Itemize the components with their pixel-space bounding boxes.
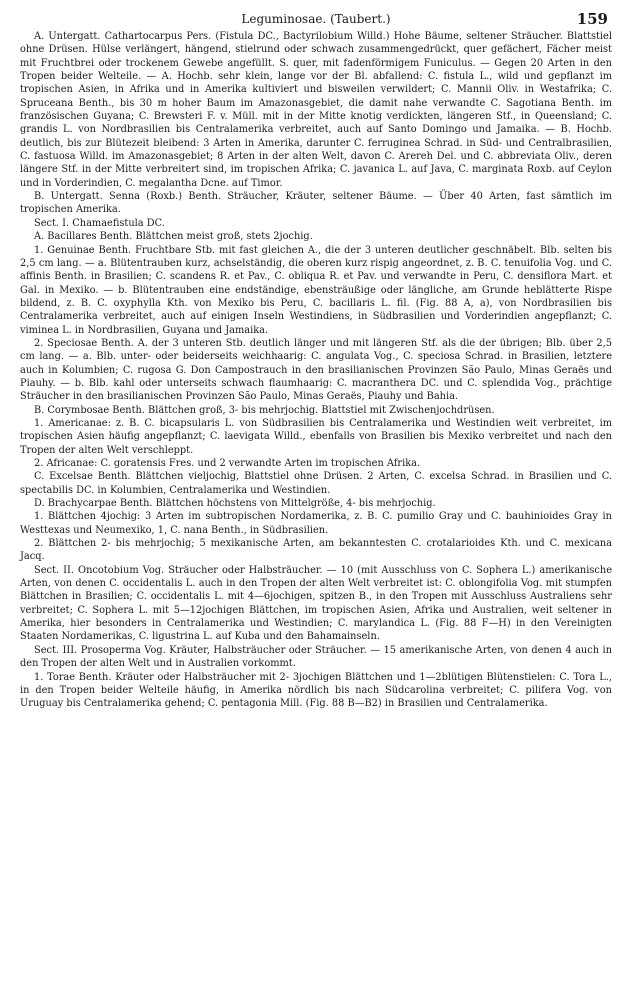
paragraph-corymbosae: B. Corymbosae Benth. Blättchen groß, 3- bis mehrjochig. Blattstiel mit Zwischenjochdrüsen. <box>34 404 495 416</box>
paragraph-oncotobium: Sect. II. Oncotobium Vog. Sträucher oder Halbsträucher. — 10 (mit Ausschluss von C. Sophera L.) amerikanische Arten, von denen C. occidentalis L. auch in den Tropen der alten Welt verbreitet ist: C. oblongifolia Vog. mit stumpfen Blättchen in Brasilien; C. occidentalis L. mit 4—6jochigen, spitzen B., in den Tropen mit Ausschluss Australiens sehr verbreitet; C. Sophera L. mit 5—12jochigen Blättchen, im tropischen Asien, Afrika und Australien, weit seltener in Amerika, hier besonders in Centralamerika und Westindien; C. marylandica L. (Fig. 88 F—H) in den Vereinigten Staaten Nordamerikas, C. ligustrina L. auf Kuba und den Bahamainseln. <box>20 564 612 643</box>
paragraph-senna: B. Untergatt. Senna (Roxb.) Benth. Sträucher, Kräuter, seltener Bäume. — Über 40 Arten, fast sämtlich im tropischen Amerika. <box>20 191 612 216</box>
page-header <box>20 8 612 30</box>
section-heading-chamaefistula: Sect. I. Chamaefistula DC. <box>34 217 165 229</box>
paragraph-excelsae: C. Excelsae Benth. Blättchen vieljochig, Blattstiel ohne Drüsen. 2 Arten, C. excelsa Schrad. in Brasilien und C. spectabilis DC. in Kolumbien, Centralamerika und Westindien. <box>20 471 612 496</box>
paragraph-africanae: 2. Africanae: C. goratensis Fres. und 2 verwandte Arten im tropischen Afrika. <box>34 458 421 469</box>
paragraph-speciosae: 2. Speciosae Benth. A. der 3 unteren Stb. deutlich länger und mit längeren Stf. als die der übrigen; Blb. über 2,5 cm lang. — a. Blb. unter- oder beiderseits weichhaarig: C. angulata Vog., C. speciosa Schrad. in Brasilien, letztere auch in Kolumbien; C. rugosa G. Don Campostrauch in den brasilianischen Provinzen São Paulo, Minas Geraës und Piauhy. — b. Blb. kahl oder unterseits schwach flaumhaarig: C. macranthera DC. und C. splendida Vog., prächtige Sträucher in den brasilianischen Provinzen São Paulo, Minas Geraës, Piauhy und Bahia. <box>20 337 612 403</box>
running-title: Leguminosae. (Taubert.) <box>241 12 391 26</box>
page-number: 159 <box>576 10 608 28</box>
paragraph-americanae: 1. Americanae: z. B. C. bicapsularis L. von Südbrasilien bis Centralamerika und Westindien weit verbreitet, im tropischen Asien häufig angepflanzt; C. laevigata Willd., ebenfalls von Brasilien bis Mexiko verbreitet und nach den Tropen der alten Welt verschleppt. <box>20 417 612 456</box>
paragraph-cathartocarpus: A. Untergatt. Cathartocarpus Pers. (Fistula DC., Bactyrilobium Willd.) Hohe Bäume, seltener Sträucher. Blattstiel ohne Drüsen. Hülse verlängert, hängend, stielrund oder schwach zusammengedrückt, quer gefächert, Fächer meist mit Fruchtbrei oder trockenem Gewebe angefüllt. S. quer, mit fadenförmigem Funiculus. — Gegen 20 Arten in den Tropen beider Welteile. — A. Hochb. sehr klein, lange vor der Bl. abfallend: C. fistula L., wild und gepflanzt im tropischen Asien, in Afrika und in Amerika kultiviert und bisweilen verwildert; C. Mannii Oliv. in Westafrika; C. Spruceana Benth., bis 30 m hoher Baum im Amazonasgebiet, die damit nahe verwandte C. Sagotiana Benth. im französischen Guyana; C. Brewsteri F. v. Müll. mit in der Mitte knotig verdickten, längeren Stf., in Queensland; C. grandis L. von Nordbrasilien bis Centralamerika verbreitet, auch auf Santo Domingo und Jamaika. — B. Hochb. deutlich, bis zur Blütezeit bleibend: 3 Arten in Amerika, darunter C. ferruginea Schrad. in Süd- und Centralbrasilien, C. fastuosa Willd. im Amazonasgebiet; 8 Arten in der alten Welt, davon C. Arereh Del. und C. abbreviata Oliv., deren längere Stf. in der Mitte verbreitert sind, im tropischen Afrika; C. javanica L. auf Java, C. marginata Roxb. auf Ceylon und in Vorderindien, C. megalantha Dcne. auf Timor. <box>20 31 612 189</box>
paragraph-torae: 1. Torae Benth. Kräuter oder Halbsträucher mit 2- 3jochigen Blättchen und 1—2blütigen Blütenstielen: C. Tora L., in den Tropen beider Welteile häufig, in Amerika nördlich bis nach Südcarolina verbreitet; C. pilifera Vog. von Uruguay bis Centralamerika gehend; C. pentagonia Mill. (Fig. 88 B—B2) in Brasilien und Centralamerika. <box>20 671 612 710</box>
body-text <box>20 30 612 711</box>
paragraph-prosoperma: Sect. III. Prosoperma Vog. Kräuter, Halbsträucher oder Sträucher. — 15 amerikanische Arten, von denen 4 auch in den Tropen der alten Welt und in Australien vorkommt. <box>20 644 612 670</box>
paragraph-brachycarpae: D. Brachycarpae Benth. Blättchen höchstens von Mittelgröße, 4- bis mehrjochig. <box>34 498 436 510</box>
paragraph-bacillares: A. Bacillares Benth. Blättchen meist groß, stets 2jochig. <box>34 231 313 243</box>
paragraph-brachycarpae-2: 2. Blättchen 2- bis mehrjochig; 5 mexikanische Arten, am bekanntesten C. crotalarioides Kth. und C. mexicana Jacq. <box>20 538 612 563</box>
paragraph-brachycarpae-1: 1. Blättchen 4jochig: 3 Arten im subtropischen Nordamerika, z. B. C. pumilio Gray und C. bauhinioides Gray in Westtexas und Neumexiko, 1, C. nana Benth., in Südbrasilien. <box>20 511 612 536</box>
paragraph-genuinae: 1. Genuinae Benth. Fruchtbare Stb. mit fast gleichen A., die der 3 unteren deutlicher geschnäbelt. Blb. selten bis 2,5 cm lang. — a. Blütentrauben kurz, achselständig, die oberen kurz rispig angeordnet, z. B. C. tenuifolia Vog. und C. affinis Benth. in Brasilien; C. scandens R. et Pav., C. obliqua R. et Pav. und verwandte in Peru, C. densiflora Mart. et Gal. in Mexiko. — b. Blütentrauben eine endständige, ebensträußige oder längliche, am Grunde heblätterte Rispe bildend, z. B. C. oxyphylla Kth. von Mexiko bis Peru, C. bacillaris L. fil. (Fig. 88 A, a), von Nordbrasilien bis Centralamerika verbreitet, auch auf einigen Inseln Westindiens, in Südbrasilien und Vorderindien angepflanzt; C. viminea L. in Nordbrasilien, Guyana und Jamaika. <box>20 244 612 336</box>
